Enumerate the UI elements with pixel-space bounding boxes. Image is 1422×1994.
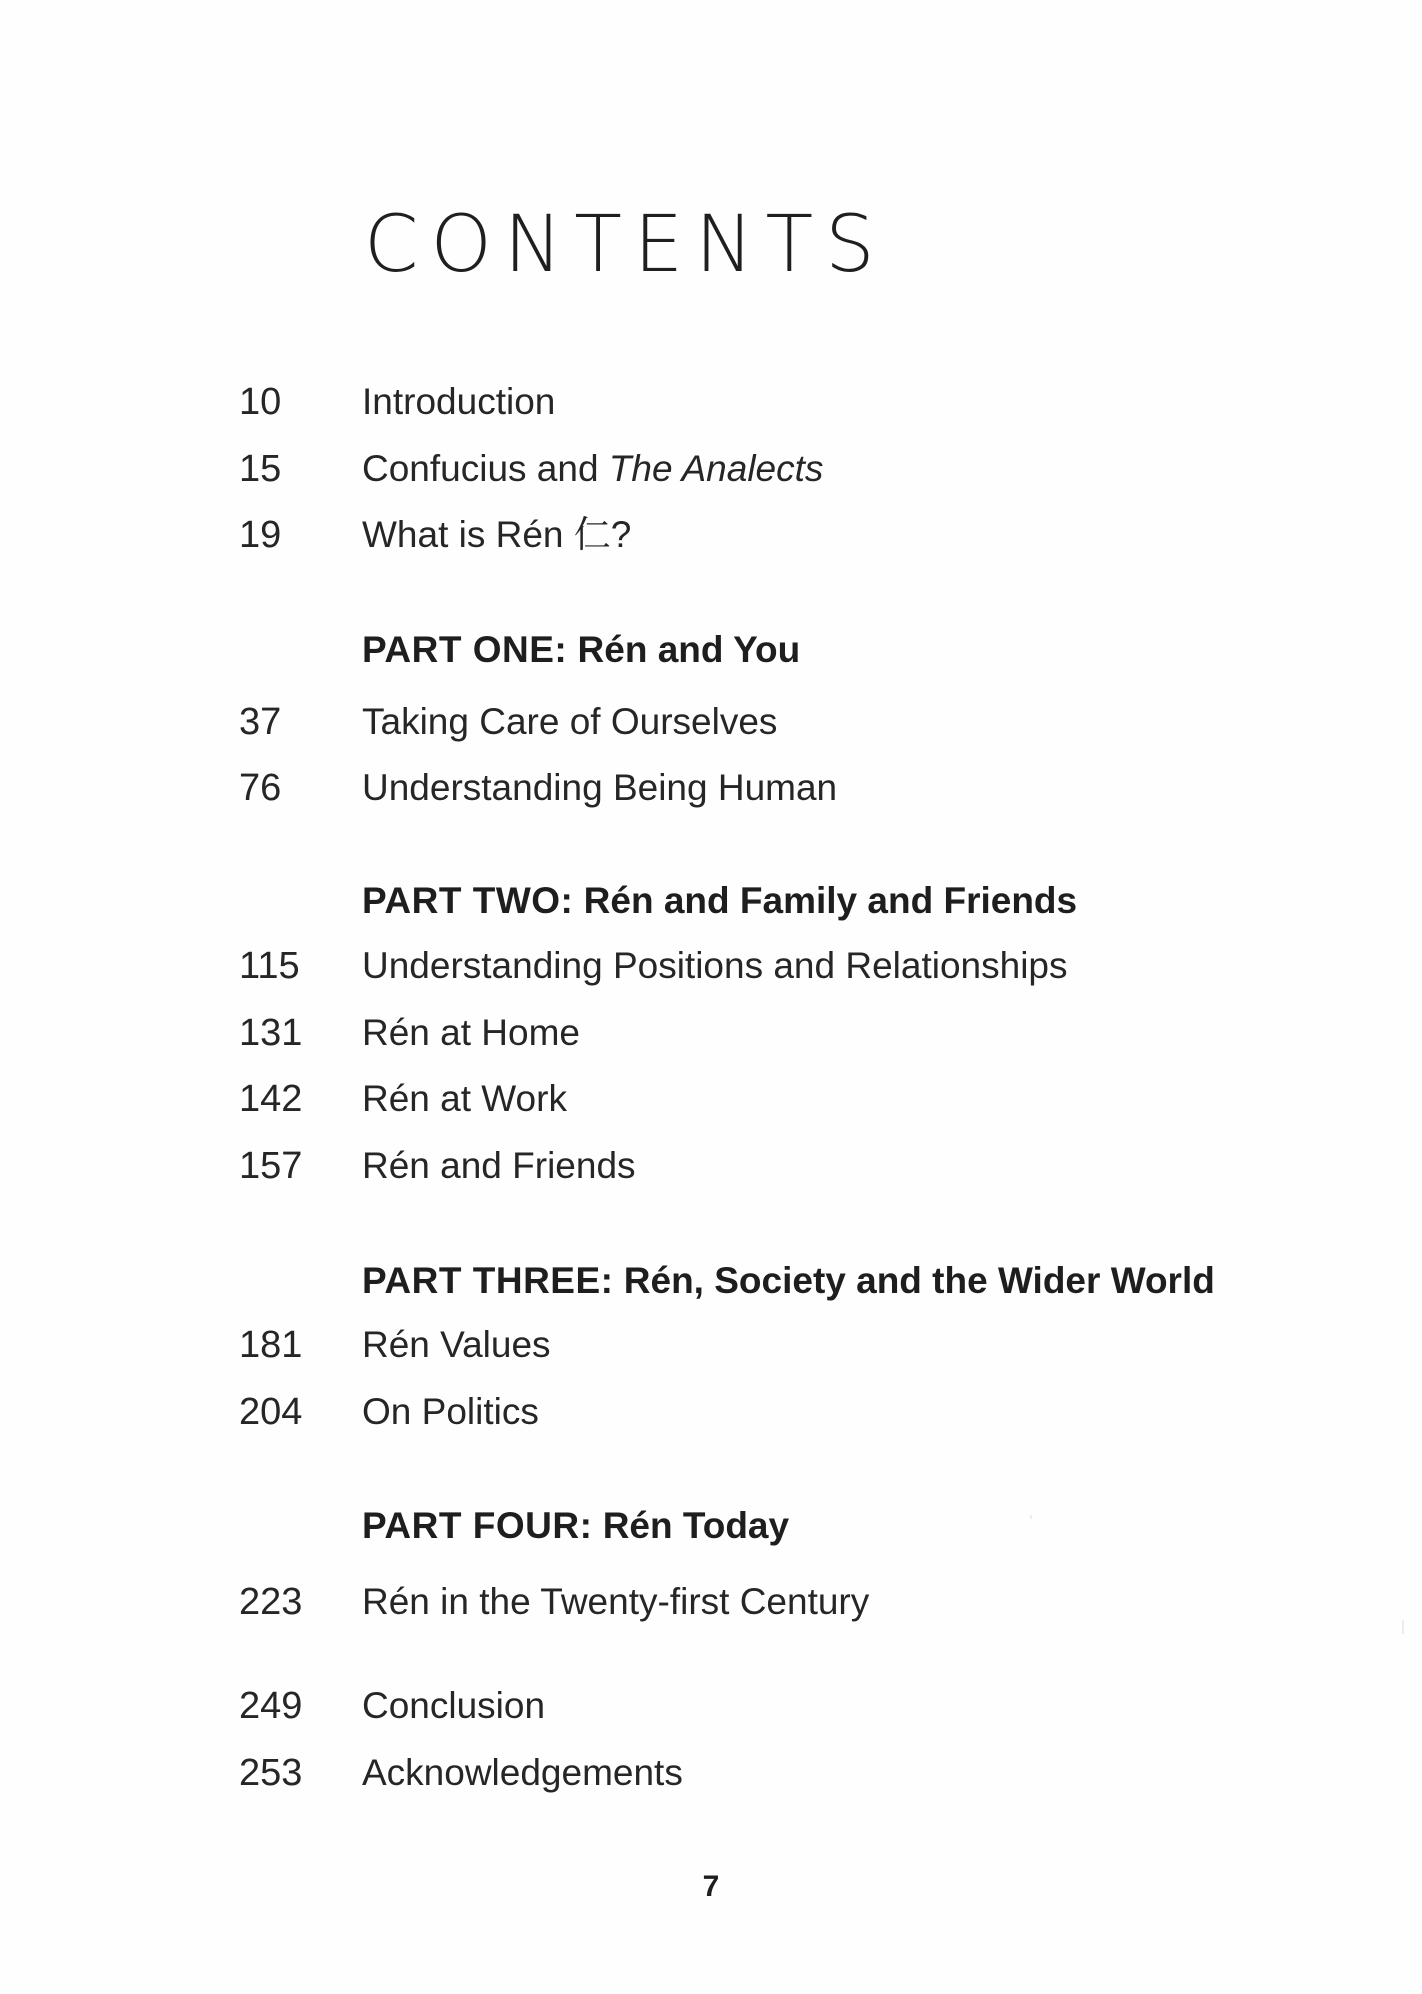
part-label: PART TWO: [362, 880, 574, 921]
part-heading [362, 876, 1077, 926]
toc-page-number: 142 [239, 1078, 303, 1120]
toc-page-number: 204 [239, 1391, 303, 1433]
toc-page-number: 10 [239, 381, 282, 423]
toc-page-number: 19 [239, 514, 282, 556]
toc-page-number: 157 [239, 1145, 303, 1187]
part-title: Rén Today [602, 1505, 790, 1546]
toc-title: Rén and Friends [362, 1145, 636, 1186]
part-label: PART FOUR: [362, 1505, 593, 1546]
toc-title-prefix: Confucius and [362, 448, 609, 489]
part-title: Rén and Family and Friends [583, 880, 1078, 921]
part-heading [362, 1256, 1215, 1306]
toc-title: Rén in the Twenty-first Century [362, 1581, 870, 1622]
part-title: Rén, Society and the Wider World [623, 1260, 1215, 1301]
toc-page-number: 115 [239, 945, 300, 987]
scan-speck [1030, 1515, 1032, 1519]
page-title: CONTENTS [364, 200, 887, 290]
toc-title: Understanding Positions and Relationships [362, 945, 1068, 986]
scan-speck [1402, 1620, 1404, 1634]
toc-title: Conclusion [362, 1685, 546, 1726]
toc-title: Understanding Being Human [362, 767, 838, 808]
toc-title: Taking Care of Ourselves [362, 701, 778, 742]
toc-title: Acknowledgements [362, 1752, 683, 1793]
toc-page-number: 15 [239, 448, 282, 490]
toc-title: Introduction [362, 381, 556, 422]
toc-title: Rén at Home [362, 1012, 580, 1053]
page-number: 7 [702, 1870, 720, 1903]
toc-page-number: 223 [239, 1581, 303, 1623]
toc-page-number: 249 [239, 1685, 303, 1727]
toc-title: What is Rén 仁? [362, 514, 632, 555]
part-heading [362, 1501, 789, 1551]
book-title-italic: The Analects [608, 448, 824, 489]
part-title: Rén and You [577, 629, 801, 670]
toc-title [362, 444, 823, 494]
toc-title: Rén at Work [362, 1078, 567, 1119]
part-heading [362, 625, 800, 675]
toc-page-number: 37 [239, 701, 282, 743]
part-label: PART ONE: [362, 629, 568, 670]
part-label: PART THREE: [362, 1260, 614, 1301]
toc-page-number: 253 [239, 1752, 303, 1794]
toc-page-number: 181 [239, 1324, 303, 1366]
toc-title: Rén Values [362, 1324, 551, 1365]
toc-page-number: 76 [239, 767, 282, 809]
toc-title: On Politics [362, 1391, 539, 1432]
toc-page-number: 131 [239, 1012, 303, 1054]
